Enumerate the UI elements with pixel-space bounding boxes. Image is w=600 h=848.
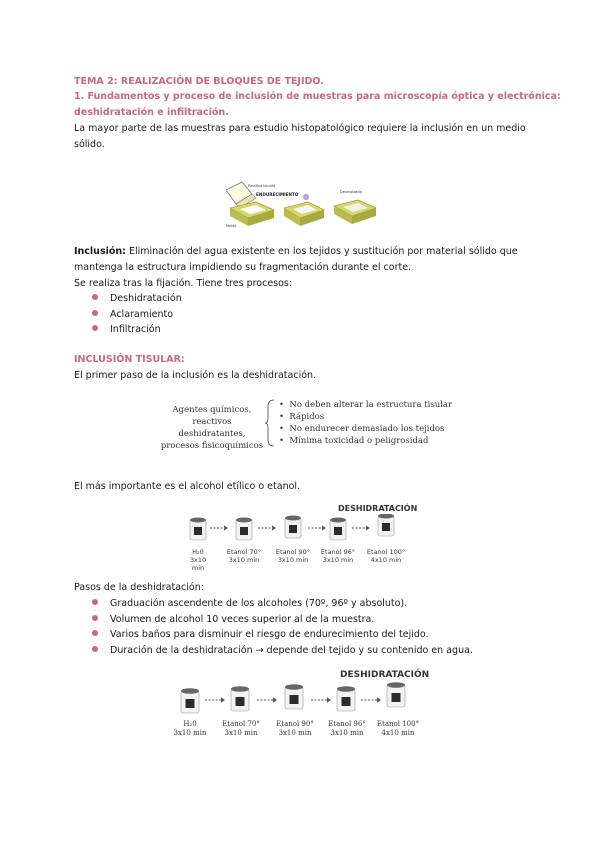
bullet-icon [92,310,98,316]
bullet-icon [92,599,98,605]
beaker-icon [378,514,394,536]
process-list [92,291,182,338]
label-hardening: ENDURECIMIENTO [256,192,299,197]
bullet-icon [92,325,98,331]
inclusion-line-3: Se realiza tras la fijación. Tiene tres procesos: [74,278,293,289]
label-paraffin: Parafina líquida [248,184,276,188]
subheading-line-2: deshidratación e infiltración. [74,107,229,118]
arrow-icon [257,697,277,703]
arrow-icon [205,697,225,703]
beaker-icon [285,684,303,709]
arrow-icon [352,526,370,531]
subheading [74,89,561,121]
steps-title: Pasos de la deshidratación: [74,582,204,593]
mold-1 [230,202,274,226]
arrow-icon [308,526,326,531]
list-item: Aclaramiento [92,307,182,323]
beaker-icon [337,686,355,711]
subheading-line-1: 1. Fundamentos y proceso de inclusión de muestras para microscopía óptica y electrónica: [74,91,561,102]
list-item: Graduación ascendente de los alcoholes (70º, 96º y absoluto). [92,596,473,612]
list-item: Deshidratación [92,291,182,307]
beakers [170,682,440,718]
inclusion-line-2: mantenga la estructura impidiendo su fragmentación durante el corte. [74,262,412,273]
embedding-figure [222,180,382,232]
list-item: • No endurecer demasiado los tejidos [279,424,445,434]
bullet-icon [92,615,98,621]
mold-2 [284,194,324,226]
steps-list [92,596,473,658]
intro-line-2: sólido. [74,139,105,150]
most-important-text: El más importante es el alcohol etílico o etanol. [74,481,301,492]
beakers [178,514,418,546]
dehydration-diagram-1: DESHIDRATACIÓN H₂0 3x10 min Etanol 70° 3x10 min Etanol 90° 3x10 min Etanol 96° 3x10 min Etanol 100° 4x10 min [178,500,418,570]
bullet-icon [92,294,98,300]
cassette-icon [303,194,309,200]
list-item: Varios baños para disminuir el riesgo de endurecimiento del tejido. [92,627,473,643]
inclusion-definition: Eliminación del agua existente en los tejidos y sustitución por material sólido que [125,246,518,257]
beaker-icon [330,518,346,541]
bullet-icon [92,630,98,636]
beaker-icon [387,682,405,707]
beaker-icon [285,516,301,539]
agents-left: Agentes químicos, reactivos deshidratantes, procesos fisicoquímicos [160,405,264,451]
intro-paragraph [74,121,526,153]
beaker-icon [231,686,249,711]
mold-3 [334,200,376,224]
list-item: • No deben alterar la estructura tisular [279,400,453,410]
arrow-icon [361,697,381,703]
label-mold: Molde [226,224,237,228]
beaker-icon [181,688,199,713]
beaker-icon [236,518,252,541]
arrow-icon [311,697,331,703]
intro-line-1: La mayor parte de las muestras para estudio histopatológico requiere la inclusión en un medio [74,123,526,134]
diagram-title: DESHIDRATACIÓN [340,670,430,680]
page-title: TEMA 2: REALIZACIÓN DE BLOQUES DE TEJIDO. [74,76,324,87]
list-item: • Rápidos [279,412,325,422]
first-step-text: El primer paso de la inclusión es la deshidratación. [74,370,317,381]
label-unmolding: Desmoldado [340,190,362,194]
arrow-icon [210,526,228,531]
list-item: Infiltración [92,322,182,338]
bullet-icon [92,646,98,652]
section-title: INCLUSIÓN TISULAR: [74,354,185,365]
list-item: Volumen de alcohol 10 veces superior al de la muestra. [92,612,473,628]
list-item: • Mínima toxicidad o peligrosidad [279,436,429,446]
inclusion-term: Inclusión: [74,246,126,257]
inclusion-paragraph [74,244,518,292]
arrow-icon [258,526,276,531]
list-item: Duración de la deshidratación → depende del tejido y su contenido en agua. [92,643,473,659]
brace-icon [264,398,276,448]
agents-right [279,399,452,447]
diagram-title: DESHIDRATACIÓN [338,504,418,513]
beaker-icon [190,518,206,541]
dehydration-diagram-2: DESHIDRATACIÓN H₂0 3x10 min Etanol 70° 3x10 min Etanol 90° 3x10 min Etanol 96° 3x10 min Etanol 100° 4x10 min [170,668,440,748]
